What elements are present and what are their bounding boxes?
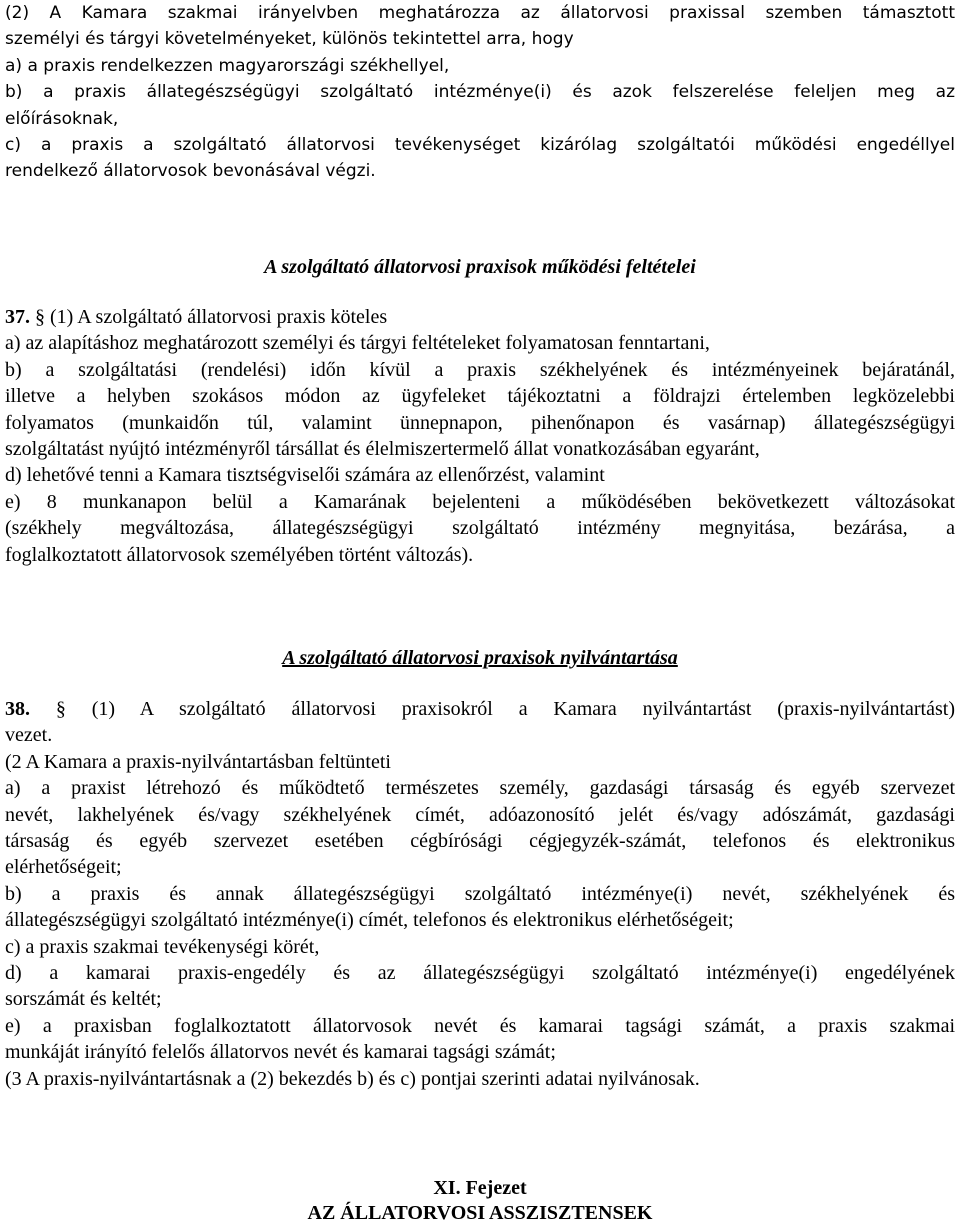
text-line: állategészségügyi szolgáltató intézménye(i) címét, telefonos és elektronikus elérhetőségeit; (5, 909, 734, 932)
section-heading-registry: A szolgáltató állatorvosi praxisok nyilvántartása (282, 647, 678, 669)
text-line: b) a praxis és annak állategészségügyi szolgáltató intézménye(i) nevét, székhelyének és (5, 882, 955, 905)
text-line: (2) A Kamara szakmai irányelvben meghatározza az állatorvosi praxissal szemben támasztott (5, 3, 955, 23)
text-line: előírásoknak, (5, 108, 119, 129)
text-line: d) a kamarai praxis-engedély és az állategészségügyi szolgáltató intézménye(i) engedélyének (5, 962, 955, 985)
text-line: a) a praxis rendelkezzen magyarországi székhellyel, (5, 55, 450, 76)
text-line: foglalkoztatott állatorvosok személyében történt változás). (5, 543, 474, 566)
text-line: elérhetőségeit; (5, 856, 122, 879)
text-line: e) 8 munkanapon belül a Kamarának bejelenteni a működésében bekövetkezett változásokat (5, 490, 955, 513)
text-line: c) a praxis szakmai tevékenységi körét, (5, 935, 320, 958)
text-line: illetve a helyben szokásos módon az ügyfeleket tájékoztatni a földrajzi értelemben legközelebbi (5, 385, 955, 408)
text-line: személyi és tárgyi követelményeket, különös tekintettel arra, hogy (5, 29, 574, 50)
text-line: társaság és egyéb szervezet esetében cégbírósági cégjegyzék-számát, telefonos és elektronikus (5, 830, 955, 853)
text-line: b) a szolgáltatási (rendelési) időn kívül a praxis székhelyének és intézményeinek bejáratánál, (5, 358, 955, 381)
text-line: folyamatos (munkaidőn túl, valamint ünnepnapon, pihenőnapon és vasárnap) állategészségügyi (5, 411, 955, 434)
section-37 (5, 304, 955, 568)
text-line: (3 A praxis-nyilvántartásnak a (2) bekezdés b) és c) pontjai szerinti adatai nyilvánosak. (5, 1067, 700, 1090)
chapter-title: AZ ÁLLATORVOSI ASSZISZTENSEK (307, 1202, 653, 1224)
text-line: d) lehetővé tenni a Kamara tisztségviselői számára az ellenőrzést, valamint (5, 464, 605, 487)
text-line: (székhely megváltozása, állategészségügyi szolgáltató intézmény megnyitása, bezárása, a (5, 517, 955, 540)
text-line: rendelkező állatorvosok bevonásával végzi. (5, 161, 376, 182)
section-38 (5, 696, 955, 1092)
text-line: (2 A Kamara a praxis-nyilvántartásban feltünteti (5, 750, 391, 773)
chapter-number: XI. Fejezet (433, 1177, 527, 1199)
section-text: § (1) A szolgáltató állatorvosi praxisokról a Kamara nyilvántartást (praxis-nyilvántartást) (55, 698, 955, 720)
text-line: c) a praxis a szolgáltató állatorvosi tevékenységet kizárólag szolgáltatói működési engedéllyel (5, 135, 955, 156)
section-first-line (5, 696, 955, 722)
section-number: 37. (5, 306, 30, 328)
text-line: vezet. (5, 724, 53, 747)
text-line: sorszámát és keltét; (5, 988, 162, 1011)
text-line: a) a praxist létrehozó és működtető természetes személy, gazdasági társaság és egyéb szervezet (5, 777, 955, 800)
section-first-line (5, 304, 955, 330)
section-text: § (1) A szolgáltató állatorvosi praxis köteles (35, 306, 388, 328)
text-line: e) a praxisban foglalkoztatott állatorvosok nevét és kamarai tagsági számát, a praxis szakmai (5, 1014, 955, 1037)
text-line: szolgáltatást nyújtó intézményről társállat és élelmiszertermelő állat vonatkozásában egyaránt, (5, 438, 760, 461)
text-line: nevét, lakhelyének és/vagy székhelyének címét, adóazonosító jelét és/vagy adószámát, gazdasági (5, 803, 955, 826)
section-heading-operating-conditions: A szolgáltató állatorvosi praxisok működési feltételei (264, 256, 696, 278)
text-line: munkáját irányító felelős állatorvos nevét és kamarai tagsági számát; (5, 1041, 556, 1064)
text-line: a) az alapításhoz meghatározott személyi és tárgyi feltételeket folyamatosan fenntartani, (5, 332, 710, 355)
section-number: 38. (5, 698, 30, 720)
paragraph-2-requirements (5, 0, 955, 185)
text-line: b) a praxis állategészségügyi szolgáltató intézménye(i) és azok felszerelése feleljen meg az (5, 82, 955, 103)
